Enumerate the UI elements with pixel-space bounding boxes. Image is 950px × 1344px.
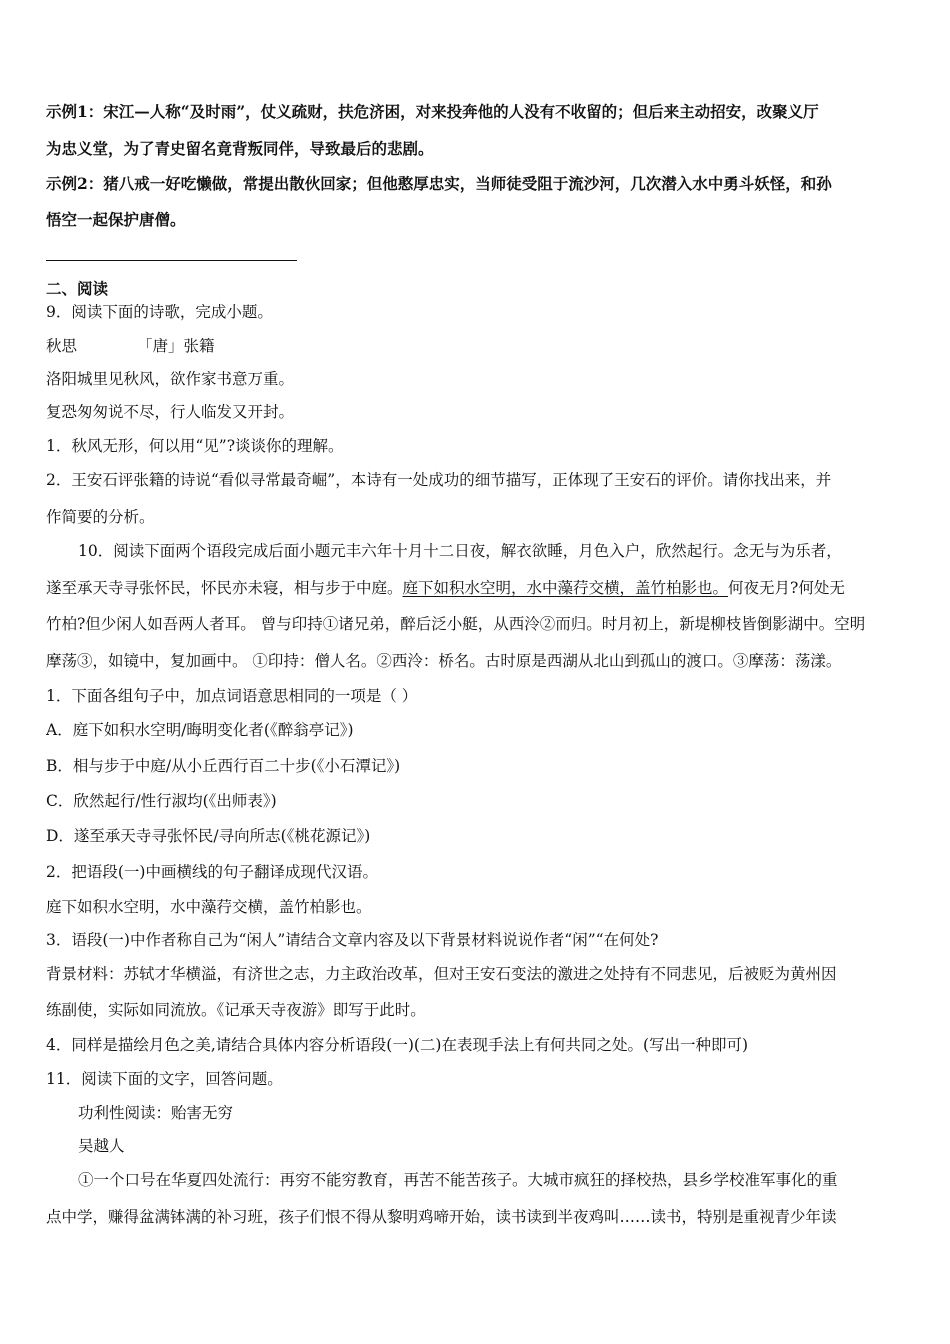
poem-title: 秋思: [46, 337, 78, 355]
paragraph-1-line-1: ①一个口号在华夏四处流行：再穷不能穷教育，再苦不能苦孩子。大城市疯狂的择校热，县乡学校准军事化的重: [78, 1171, 838, 1189]
poem-author: 「唐」张籍: [137, 337, 215, 355]
example-2-line-1: 示例2：猪八戒一好吃懒做，常提出散伙回家；但他憨厚忠实，当师徒受阻于流沙河，几次潜入水中勇斗妖怪，和孙: [46, 174, 832, 193]
q10-sub-question-2-sentence: 庭下如积水空明，水中藻荇交横，盖竹柏影也。: [46, 898, 372, 916]
underlined-sentence: 庭下如积水空明，水中藻荇交横，盖竹柏影也。: [402, 579, 729, 597]
background-material-line-2: 练副使，实际如同流放。《记承天寺夜游》即写于此时。: [46, 1001, 426, 1019]
answer-divider: [46, 260, 297, 261]
section-heading: 二、阅读: [46, 279, 109, 298]
background-material-line-1: 背景材料：苏轼才华横溢，有济世之志，力主政治改革，但对王安石变法的激进之处持有不同悲见，后被贬为黄州因: [46, 965, 837, 983]
article-title: 功利性阅读：贻害无穷: [78, 1104, 234, 1122]
example-1-line-2: 为忠义堂，为了青史留名竟背叛同伴，导致最后的悲剧。: [46, 139, 434, 158]
paragraph-1-line-2: 点中学，赚得盆满钵满的补习班，孩子们恨不得从黎明鸡啼开始，读书读到半夜鸡叫……读书，特别是重视青少年读: [46, 1208, 837, 1226]
q10-intro-line-2: [46, 578, 910, 598]
poem-line-2: 复恐匆匆说不尽，行人临发又开封。: [46, 403, 295, 421]
q10-option-d: D．遂至承天寺寻张怀民/寻向所志(《桃花源记》): [46, 827, 371, 845]
q11-prompt: 11．阅读下面的文字，回答问题。: [46, 1070, 283, 1088]
q10-intro-line-2-b: 何夜无月?何处无: [728, 579, 845, 597]
q9-sub-question-1: 1．秋风无形，何以用“见”?谈谈你的理解。: [46, 437, 344, 455]
q10-sub-question-2: 2．把语段(一)中画横线的句子翻译成现代汉语。: [46, 863, 378, 881]
poem-line-1: 洛阳城里见秋风，欲作家书意万重。: [46, 370, 295, 388]
q10-intro-line-3: 竹柏?但少闲人如吾两人者耳。 曾与印持①诸兄弟，醉后泛小艇，从西泠②而归。时月初上，新堤柳枝皆倒影湖中。空明: [46, 615, 866, 633]
q10-intro-line-2-a: 遂至承天寺寻张怀民，怀民亦未寝，相与步于中庭。: [46, 579, 403, 597]
q9-prompt: 9．阅读下面的诗歌，完成小题。: [46, 303, 273, 321]
q10-option-a: A．庭下如积水空明/晦明变化者(《醉翁亭记》): [46, 721, 354, 739]
q9-sub-question-2-line-1: 2．王安石评张籍的诗说“看似寻常最奇崛”，本诗有一处成功的细节描写，正体现了王安石的评价。请你找出来，并: [46, 471, 832, 489]
q10-option-c: C．欣然起行/性行淑均(《出师表》): [46, 792, 277, 810]
q10-intro-line-1: 10．阅读下面两个语段完成后面小题元丰六年十月十二日夜，解衣欲睡，月色入户，欣然起行。念无与为乐者，: [78, 542, 842, 560]
poem-header: [46, 336, 910, 356]
q9-sub-question-2-line-2: 作简要的分析。: [46, 508, 155, 526]
q10-option-b: B．相与步于中庭/从小丘西行百二十步(《小石潭记》): [46, 757, 401, 775]
q10-sub-question-1: 1．下面各组句子中，加点词语意思相同的一项是（ ）: [46, 687, 418, 705]
example-1-line-1: 示例1：宋江—人称“及时雨”，仗义疏财，扶危济困，对来投奔他的人没有不收留的；但后来主动招安，改聚义厅: [46, 102, 819, 121]
q10-sub-question-3: 3．语段(一)中作者称自己为“闲人”请结合文章内容及以下背景材料说说作者“闲”“在何处?: [46, 931, 659, 949]
q10-sub-question-4: 4．同样是描绘月色之美,请结合具体内容分析语段(一)(二)在表现手法上有何共同之处。(写出一种即可): [46, 1036, 749, 1054]
article-author: 吴越人: [78, 1137, 125, 1155]
example-2-line-2: 悟空一起保护唐僧。: [46, 210, 186, 229]
q10-intro-line-4: 摩荡③，如镜中，复加画中。 ①印持：僧人名。②西泠：桥名。古时原是西湖从北山到孤山的渡口。③摩荡：荡漾。: [46, 652, 842, 670]
